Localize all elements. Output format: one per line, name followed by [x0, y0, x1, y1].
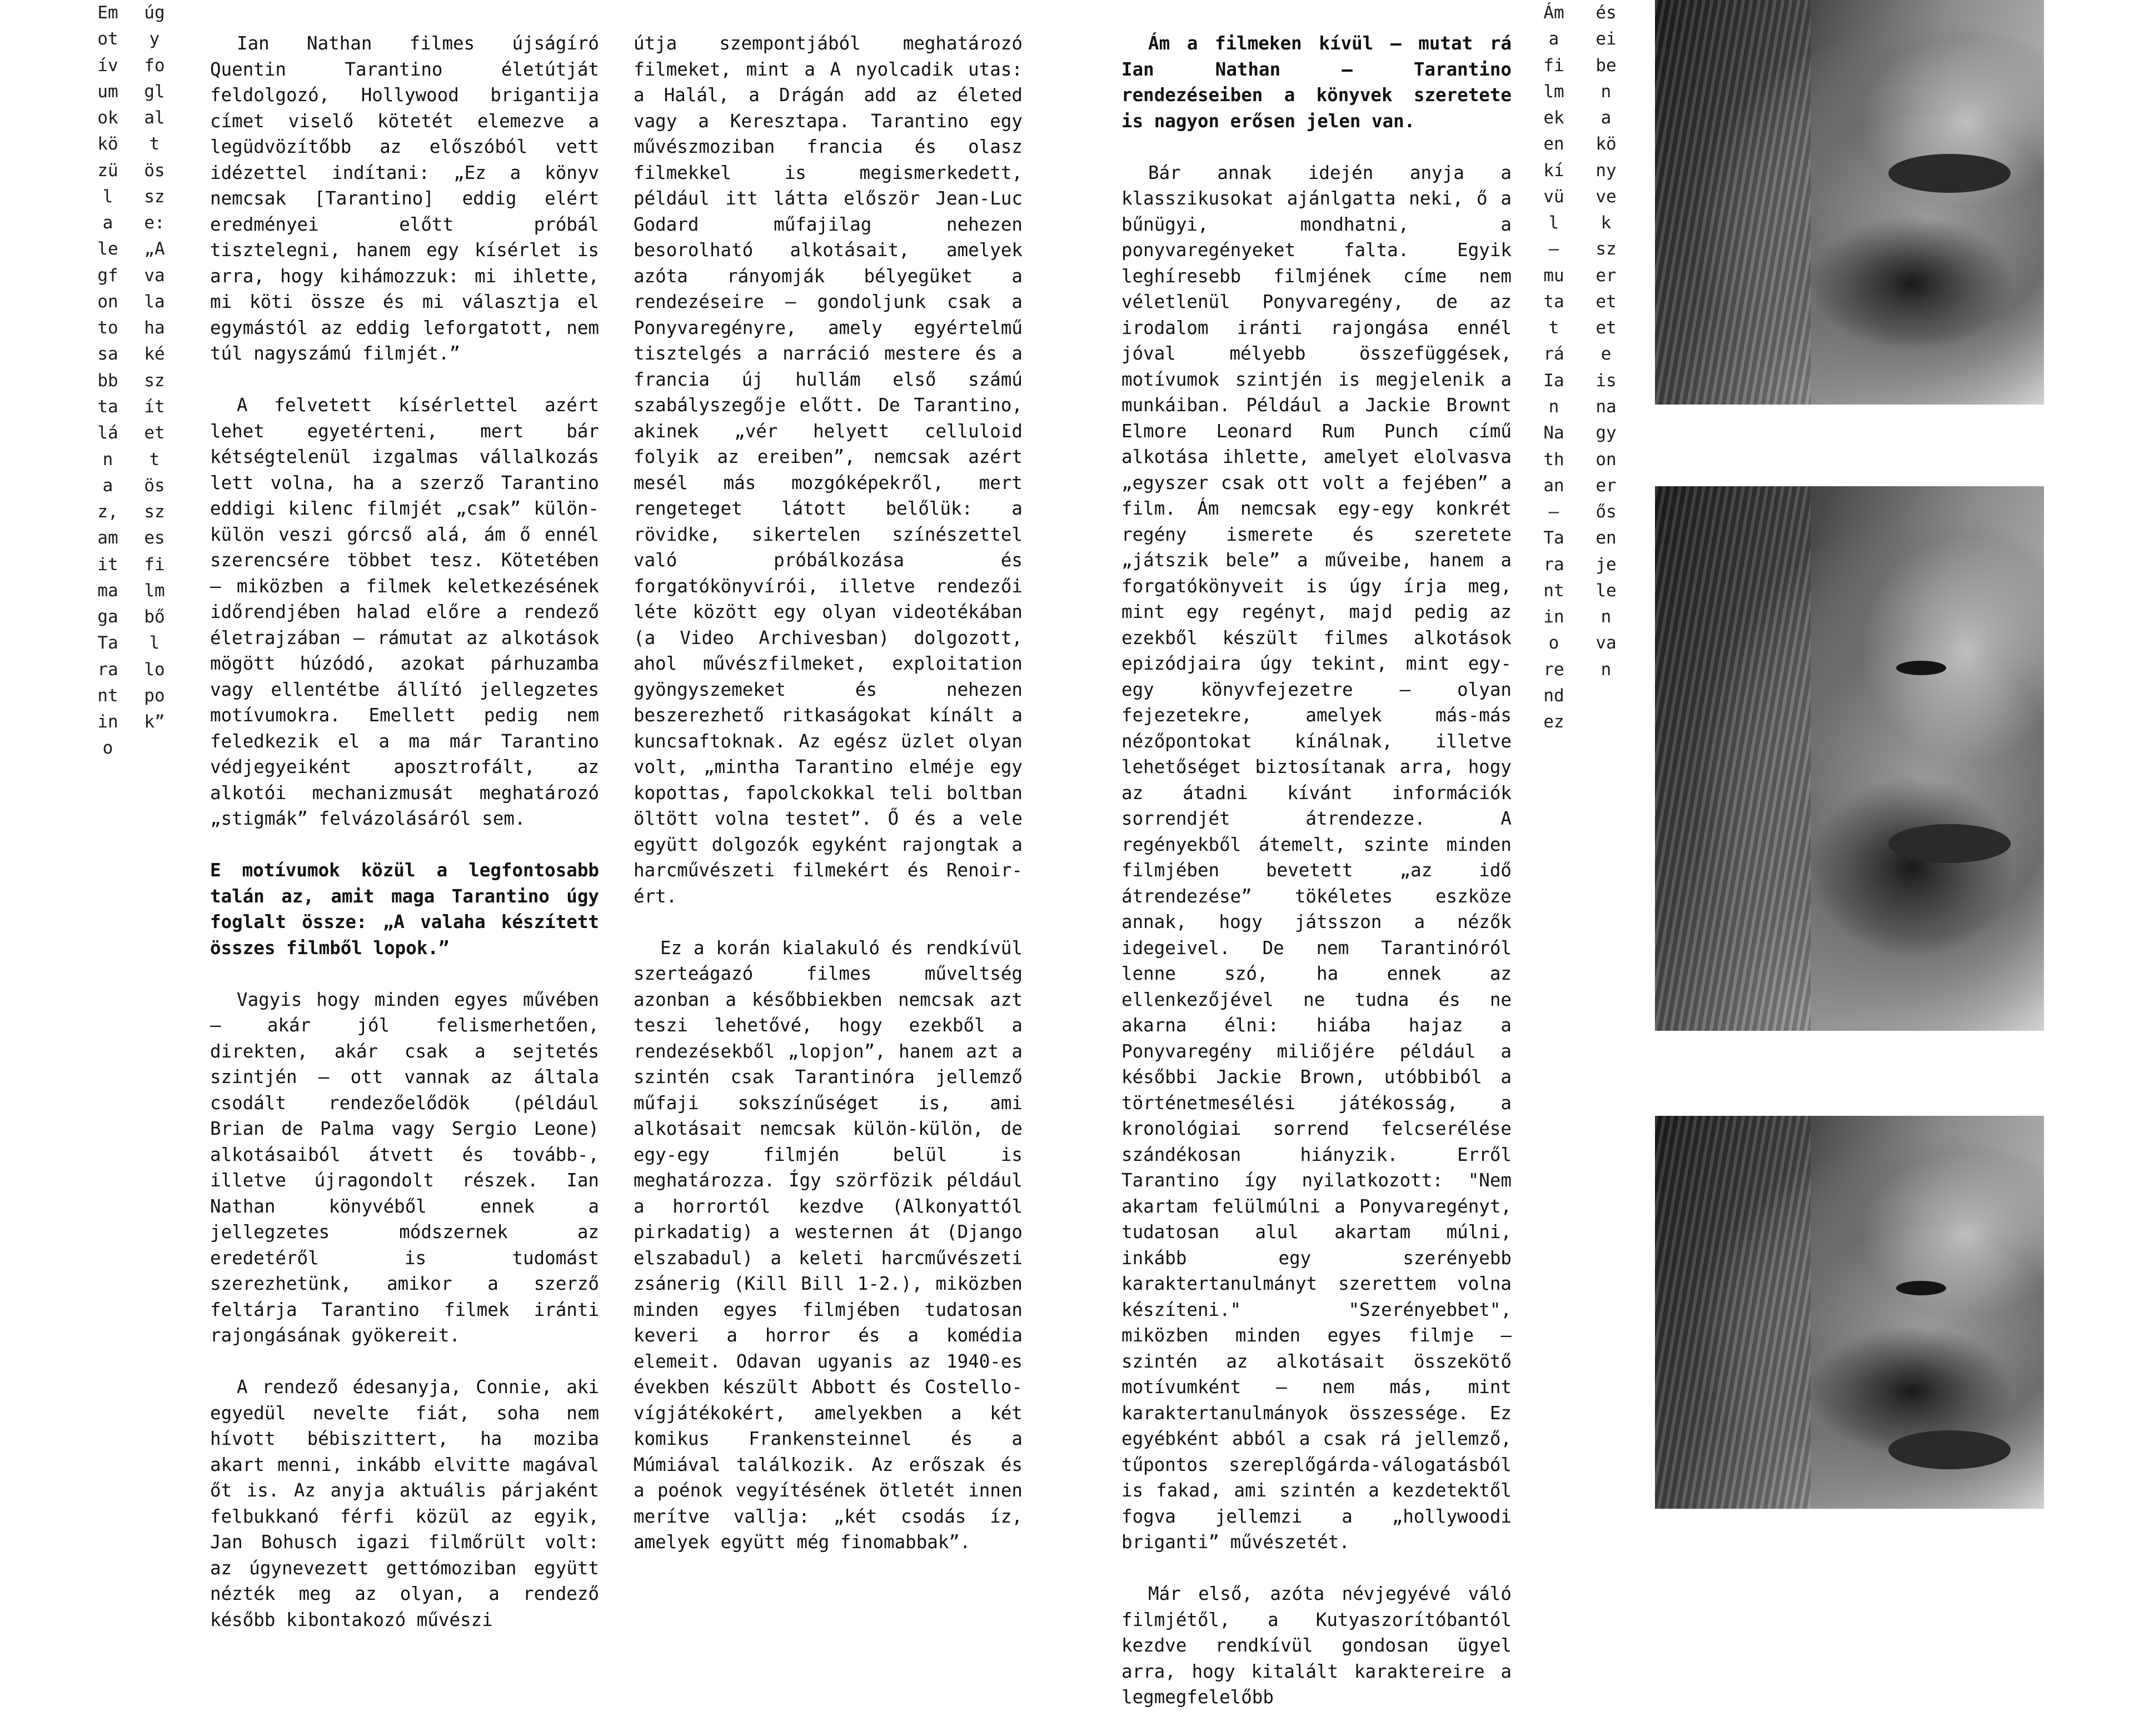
lips-shape — [1888, 154, 2011, 193]
vertical-quote-right-b: ései ben a könyvek szeretete is nagyon erősen jelen van — [1595, 3, 1617, 680]
paragraph: Bár annak idején anyja a klasszikusokat ajánlgatta neki, ő a bűnügyi, mondhatni, a ponyvaregényeket falta. Egyik leghíresebb filmjének címe nem véletlenül Ponyvaregény, de az irodalom iránti rajongása ennél jóval mélyebb összefüggések, motívumok szintjén is megjelenik a munkáiban. Például a Jackie Brownt Elmore Leonard Rum Punch című alkotása ihlette, amelyet elolvasva „egyszer csak ott volt a fejében” a film. Ám nemcsak egy-egy konkrét regény ismerete és szeretete „játszik bele” a műveibe, hanem a forgatókönyveit is úgy írja meg, mint egy regényt, majd pedig az ezekből készült filmes alkotások epizódjaira úgy tekint, mint egy-egy könyvfejezetre – olyan fejezetekre, amelyek más-más nézőpontokat kínálnak, illetve lehetőséget biztosítanak arra, hogy az átadni kívánt információk sorrendjét átrendezze. A regényekből átemelt, szinte minden filmjében bevetett „az idő átrendezése” tökéletes eszköze annak, hogy játsszon a nézők idegeivel. De nem Tarantinóról lenne szó, ha ennek az ellenkezőjével ne tudna és ne akarna élni: hiába hajaz a Ponyvaregény miliőjére például a későbbi Jackie Brown, utóbbiból a történetmesélési játékosság, a kronológiai sorrend felcserélése szándékosan hiányzik. Erről Tarantino így nyilatkozott: "Nem akartam felülmúlni a Ponyvaregényt, tudatosan alul akartam múlni, inkább egy szerényebb karaktertanulmányt szerettem volna készíteni." "Szerényebbet", miközben minden egyes filmje – szintén az alkotásait összekötő motívumként – nem más, mint karaktertanulmányok összessége. Ez egyébként abból a csak rá jellemző, tűpontos szereplőgárda-válogatásból is fakad, ami szintén a kezdetektől fogva jellemzi a „hollywoodi briganti” művészetét. — [1121, 162, 1512, 1553]
vertical-quote-left-b: úgy foglalt össze: „A valaha készített összes filmből lopok” — [144, 3, 165, 732]
text-column-2 — [634, 31, 1023, 1581]
hair-texture — [1655, 0, 1811, 405]
eye-shape — [1896, 1281, 1946, 1295]
paragraph: Már első, azóta névjegyévé váló filmjétől, a Kutyaszorítóbantól kezdve rendkívül gondosan ügyel arra, hogy kitalált karaktereire a legmegfelelőbb — [1121, 1583, 1512, 1708]
paragraph: útja szempontjából meghatározó filmeket, mint a A nyolcadik utas: a Halál, a Drágán add az életed vagy a Keresztapa. Tarantino egy művészmoziban francia és olasz filmekkel is megismerkedett, például itt látta először Jean-Luc Godard műfajilag nehezen besorolható alkotásait, amelyek azóta rányomják bélyegüket a rendezéseire – gondoljunk csak a Ponyvaregényre, amely egyértelmű tisztelgés a narráció mestere és a francia új hullám első számú szabályszegője előtt. De Tarantino, akinek „vér helyett celluloid folyik az ereiben”, nemcsak azért mesél más mozgóképekről, mert rengeteget látott belőlük: a rövidke, sikertelen színészettel való próbálkozása és forgatókönyvírói, illetve rendezői léte között egy olyan videotékában (a Video Archivesban) dolgozott, ahol művészfilmeket, exploitation gyöngyszemeket és nehezen beszerezhető ritkaságokat kínált a kuncsaftoknak. Az egész üzlet olyan volt, „mintha Tarantino elméje egy kopottas, fapolckokkal teli boltban öltött volna testet”. Ő és a vele együtt dolgozók egyként rajongtak a harcművészeti filmekért és Renoir-ért. — [634, 33, 1023, 907]
vertical-quote-right-a: Ám a filmeken kívül – mutat rá Ian Nathan – Tarantino rendez — [1543, 3, 1564, 732]
eye-shape — [1896, 661, 1946, 675]
lips-shape — [1888, 1430, 2011, 1469]
hair-texture — [1655, 1116, 1811, 1509]
paragraph: Vagyis hogy minden egyes művében – akár jól felismerhetően, direkten, akár csak a sejtetés szintjén – ott vannak az általa csodált rendezőelődök (például Brian de Palma vagy Sergio Leone) alkotásaiból átvett és tovább-, illetve újragondolt részek. Ian Nathan könyvéből ennek a jellegzetes módszernek az eredetéről is tudomást szerezhetünk, amikor a szerző feltárja Tarantino filmek iránti rajongásának gyökereit. — [210, 989, 599, 1346]
portrait-photo-1 — [1655, 0, 2044, 405]
vertical-quote-left-a: Emotívumok közül a legfontosabb talán az, amit maga Tarantino — [97, 3, 118, 759]
text-column-1 — [210, 31, 599, 1659]
portrait-photo-2 — [1655, 486, 2044, 1031]
lips-shape — [1888, 824, 2011, 863]
highlight-paragraph: Ám a filmeken kívül – mutat rá Ian Nathan – Tarantino rendezéseiben a könyvek szeretete is nagyon erősen jelen van. — [1121, 33, 1512, 132]
portrait-photo-3 — [1655, 1116, 2044, 1509]
paragraph: Ian Nathan filmes újságíró Quentin Tarantino életútját feldolgozó, Hollywood brigantija címet viselő kötetét elemezve a legüdvözítőbb az előszóból vett idézettel indítani: „Ez a könyv nemcsak [Tarantino] eddig elért eredményei előtt próbál tisztelegni, hanem egy kísérlet is arra, hogy kihámozzuk: mi ihlette, mi köti össze és mi választja el egymástól az eddig leforgatott, nem túl nagyszámú filmjét.” — [210, 33, 599, 364]
paragraph: A felvetett kísérlettel azért lehet egyetérteni, mert bár kétségtelenül izgalmas vállalkozás lett volna, ha a szerző Tarantino eddigi kilenc filmjét „csak” külön-külön veszi górcső alá, ám ő ennél szerencsére többet tesz. Kötetében – miközben a filmek keletkezésének időrendjében halad előre a rendező életrajzában – rámutat az alkotások mögött húzódó, azokat párhuzamba vagy ellentétbe állító jellegzetes motívumokra. Emellett pedig nem feledkezik el a ma már Tarantino védjegyeiként aposztrofált, az alkotói mechanizmusát meghatározó „stigmák” felvázolásáról sem. — [210, 395, 599, 829]
paragraph: Ez a korán kialakuló és rendkívül szerteágazó filmes műveltség azonban a későbbiekben nemcsak azt teszi lehetővé, hogy ezekből a rendezésekből „lopjon”, hanem azt a szintén csak Tarantinóra jellemző műfaji sokszínűséget is, ami alkotásait nemcsak külön-külön, de egy-egy filmjén belül is meghatározza. Így szörfözik például a horrortól kezdve (Alkonyattól pirkadatig) a westernen át (Django elszabadul) a keleti harcművészeti zsánerig (Kill Bill 1-2.), miközben minden egyes filmjében tudatosan keveri a horror és a komédia elemeit. Odavan ugyanis az 1940-es években készült Abbott és Costello-vígjátékokért, amelyekben a két komikus Frankensteinnel és a Múmiával találkozik. Az erőszak és a poénok vegyítésének ötletét innen merítve vallja: „két csodás íz, amelyek együtt még finomabbak”. — [634, 937, 1023, 1553]
hair-texture — [1655, 486, 1811, 1031]
paragraph: A rendező édesanyja, Connie, aki egyedül nevelte fiát, soha nem hívott bébiszittert, ha moziba akart menni, inkább elvitte magával őt is. Az anyja aktuális párjaként felbukkanó férfi közül az egyik, Jan Bohusch igazi filmőrült volt: az úgynevezett gettómoziban együtt nézték meg az olyan, a rendező később kibontakozó művészi — [210, 1376, 599, 1630]
highlight-paragraph: E motívumok közül a legfontosabb talán az, amit maga Tarantino úgy foglalt össze: „A valaha készített összes filmből lopok.” — [210, 860, 599, 959]
text-column-3 — [1121, 31, 1512, 1736]
